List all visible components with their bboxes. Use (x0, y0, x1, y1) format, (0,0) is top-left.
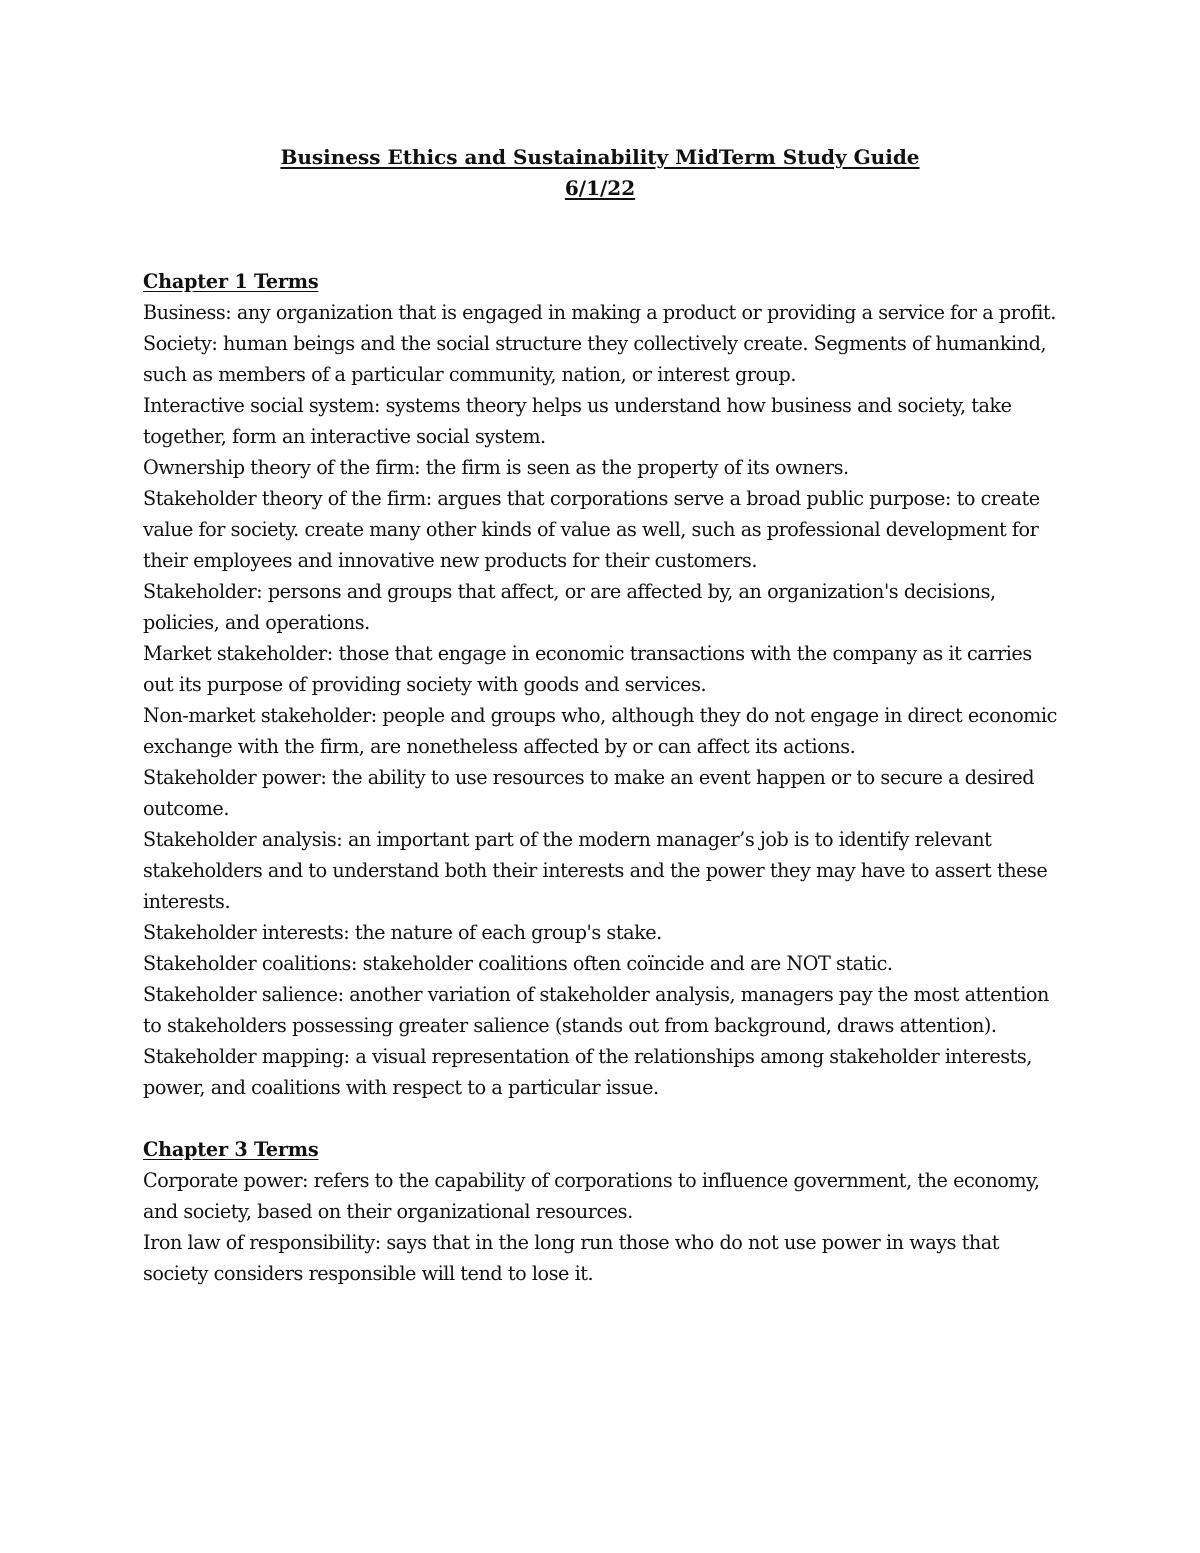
term-market-stakeholder: Market stakeholder: those that engage in economic transactions with the company as it carries out its purpose of providing society with goods and services. (143, 642, 1032, 696)
term-stakeholder-salience: Stakeholder salience: another variation of stakeholder analysis, managers pay the most attention to stakeholders possessing greater salience (stands out from background, draws attention). (143, 983, 1049, 1037)
term-stakeholder-theory: Stakeholder theory of the firm: argues that corporations serve a broad public purpose: to create value for society. create many other kinds of value as well, such as professional development for their employees and innovative new products for their customers. (143, 487, 1040, 572)
term-stakeholder-power: Stakeholder power: the ability to use resources to make an event happen or to secure a desired outcome. (143, 766, 1035, 820)
term-corporate-power: Corporate power: refers to the capability of corporations to influence government, the economy, and society, based on their organizational resources. (143, 1169, 1040, 1223)
title-line (0, 142, 1200, 173)
term-interactive-social-system: Interactive social system: systems theory helps us understand how business and society, take together, form an interactive social system. (143, 394, 1012, 448)
term-stakeholder-interests: Stakeholder interests: the nature of each group's stake. (143, 921, 662, 944)
document-date: 6/1/22 (564, 176, 636, 200)
section-chapter-1 (143, 266, 1063, 1103)
date-line (0, 173, 1200, 204)
document-title: Business Ethics and Sustainability MidTerm Study Guide (280, 145, 920, 169)
term-society: Society: human beings and the social structure they collectively create. Segments of humankind, such as members of a particular community, nation, or interest group. (143, 332, 1047, 386)
term-stakeholder-analysis: Stakeholder analysis: an important part of the modern manager’s job is to identify relevant stakeholders and to understand both their interests and the power they may have to assert these interests. (143, 828, 1048, 913)
term-stakeholder-coalitions: Stakeholder coalitions: stakeholder coalitions often coïncide and are NOT static. (143, 952, 893, 975)
document-body (143, 266, 1063, 1289)
term-non-market-stakeholder: Non-market stakeholder: people and groups who, although they do not engage in direct economic exchange with the firm, are nonetheless affected by or can affect its actions. (143, 704, 1057, 758)
term-stakeholder: Stakeholder: persons and groups that affect, or are affected by, an organization's decisions, policies, and operations. (143, 580, 996, 634)
term-iron-law: Iron law of responsibility: says that in the long run those who do not use power in ways that society considers responsible will tend to lose it. (143, 1231, 1000, 1285)
section-chapter-3 (143, 1134, 1063, 1289)
title-block (0, 142, 1200, 204)
term-business: Business: any organization that is engaged in making a product or providing a service for a profit. (143, 301, 1056, 324)
section-spacer (143, 1103, 1063, 1134)
section-heading: Chapter 3 Terms (143, 1138, 319, 1161)
term-stakeholder-mapping: Stakeholder mapping: a visual representation of the relationships among stakeholder interests, power, and coalitions with respect to a particular issue. (143, 1045, 1032, 1099)
term-ownership-theory: Ownership theory of the firm: the firm is seen as the property of its owners. (143, 456, 849, 479)
section-heading: Chapter 1 Terms (143, 270, 319, 293)
